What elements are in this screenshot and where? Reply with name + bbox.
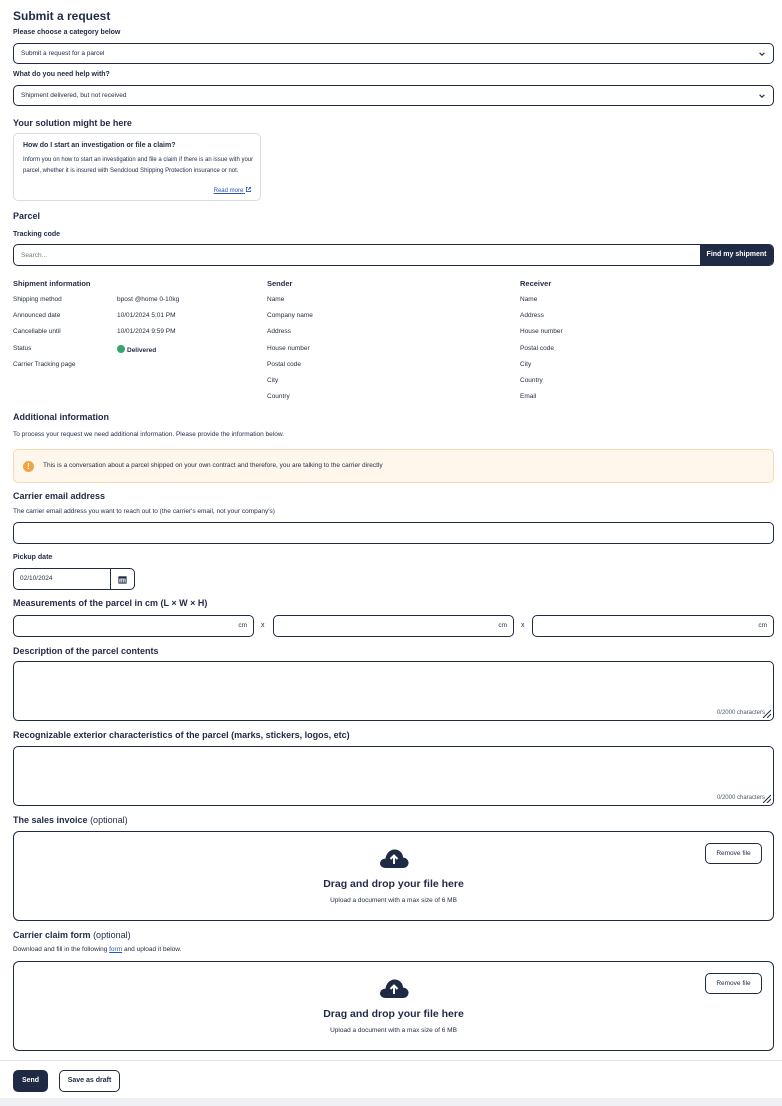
cancellable-until-label: Cancellable until: [13, 328, 61, 336]
find-shipment-button[interactable]: Find my shipment: [700, 245, 773, 265]
receiver-address-label: Address: [520, 312, 544, 320]
cloud-upload-icon: [379, 847, 409, 869]
sender-heading: Sender: [267, 279, 293, 288]
cloud-upload-icon: [379, 977, 409, 999]
claim-form-hint: [13, 946, 181, 953]
help-select-value: Shipment delivered, but not received: [21, 92, 127, 99]
sender-postal-code-label: Postal code: [267, 360, 301, 368]
claim-form-optional: (optional): [93, 930, 131, 940]
external-link-icon: [245, 186, 252, 193]
claim-form-title: Carrier claim form: [13, 930, 91, 940]
calendar-icon[interactable]: [118, 575, 127, 584]
width-unit: cm: [498, 622, 507, 629]
carrier-email-hint: The carrier email address you want to reach out to (the carrier's email, not your company's): [13, 508, 275, 515]
status-value: [117, 345, 179, 361]
additional-info-intro: To process your request we need additional information. Please provide the information below.: [13, 431, 284, 438]
claim-form-dropzone[interactable]: [13, 961, 774, 1051]
receiver-fields: [520, 296, 563, 409]
sender-address-label: Address: [267, 328, 291, 336]
measurements-label: Measurements of the parcel in cm (L × W × H): [13, 598, 208, 608]
claim-hint-after: and upload it below.: [123, 946, 182, 953]
additional-info-heading: Additional information: [13, 412, 109, 422]
shipping-method-value: bpost @home 0-10kg: [117, 296, 180, 303]
send-button[interactable]: Send: [13, 1070, 48, 1092]
sender-fields: [267, 296, 313, 409]
solution-card[interactable]: [13, 133, 261, 201]
pickup-date-field[interactable]: [13, 568, 135, 590]
carrier-tracking-label: Carrier Tracking page: [13, 360, 76, 368]
footer-divider: [0, 1060, 782, 1061]
description-char-counter: 0/2000 characters: [716, 710, 765, 716]
resize-handle-icon[interactable]: [761, 793, 771, 803]
carrier-email-input[interactable]: [13, 522, 774, 544]
sales-invoice-label: [13, 815, 128, 825]
times-sign: x: [261, 622, 265, 629]
height-unit: cm: [758, 622, 767, 629]
claim-form-link[interactable]: form: [109, 946, 123, 953]
page-title: Submit a request: [13, 9, 111, 23]
pickup-date-value: 02/10/2024: [20, 575, 53, 582]
receiver-country-label: Country: [520, 376, 543, 384]
tracking-search-input[interactable]: [14, 245, 700, 265]
status-text: Delivered: [127, 346, 157, 354]
remove-sales-invoice-button[interactable]: Remove file: [705, 843, 762, 864]
claim-form-drop-title: Drag and drop your file here: [323, 1008, 464, 1020]
tracking-code-label: Tracking code: [13, 231, 61, 238]
warning-icon: !: [23, 461, 34, 472]
receiver-email-label: Email: [520, 393, 537, 401]
claim-hint-before: Download and fill in the following: [13, 946, 108, 953]
claim-form-label: [13, 930, 131, 940]
receiver-postal-code-label: Postal code: [520, 344, 554, 352]
announced-date-value: 10/01/2024 5:01 PM: [117, 312, 176, 320]
resize-handle-icon[interactable]: [761, 708, 771, 718]
announced-date-label: Announced date: [13, 312, 61, 320]
read-more-label: Read more: [213, 188, 244, 194]
tracking-search-box: [13, 244, 774, 266]
solution-card-body: Inform you on how to start an investigation and file a claim if there is an issue with your parcel, whether it is insured with Sendcloud Shipping Protection insurance or not.: [23, 157, 254, 174]
length-input[interactable]: [13, 615, 254, 637]
pickup-date-label: Pickup date: [13, 554, 53, 561]
page-bottom-band: [0, 1098, 782, 1106]
sales-invoice-dropzone[interactable]: [13, 831, 774, 921]
help-label: What do you need help with?: [13, 71, 110, 78]
sales-invoice-optional: (optional): [90, 815, 128, 825]
receiver-heading: Receiver: [520, 279, 552, 288]
exterior-char-counter: 0/2000 characters: [716, 795, 765, 801]
sales-invoice-drop-title: Drag and drop your file here: [323, 878, 464, 890]
width-input[interactable]: [273, 615, 514, 637]
description-label: Description of the parcel contents: [13, 646, 159, 656]
save-draft-button[interactable]: Save as draft: [59, 1070, 120, 1092]
remove-claim-form-button[interactable]: Remove file: [705, 973, 762, 994]
category-select-value: Submit a request for a parcel: [21, 50, 105, 57]
sender-house-number-label: House number: [267, 344, 310, 352]
receiver-house-number-label: House number: [520, 328, 563, 336]
sender-name-label: Name: [267, 296, 285, 303]
pickup-date-divider: [110, 569, 111, 589]
chevron-down-icon: [758, 50, 766, 58]
category-label: Please choose a category below: [13, 29, 121, 36]
receiver-city-label: City: [520, 360, 532, 368]
parcel-heading: Parcel: [13, 211, 41, 221]
exterior-textarea[interactable]: [13, 746, 774, 806]
shipment-info-labels: [13, 296, 76, 377]
cancellable-until-value: 10/01/2024 9:59 PM: [117, 328, 176, 336]
times-sign: x: [521, 622, 525, 629]
sales-invoice-drop-subtitle: Upload a document with a max size of 6 MB: [330, 897, 457, 904]
solution-card-title: How do I start an investigation or file a claim?: [23, 142, 176, 149]
claim-form-drop-subtitle: Upload a document with a max size of 6 MB: [330, 1027, 457, 1034]
shipment-info-values: [117, 296, 179, 361]
status-label: Status: [13, 344, 32, 352]
category-select[interactable]: [13, 43, 774, 64]
chevron-down-icon: [758, 92, 766, 100]
exterior-label: Recognizable exterior characteristics of the parcel (marks, stickers, logos, etc): [13, 730, 350, 740]
carrier-alert-text: This is a conversation about a parcel shipped on your own contract and therefore, you are talking to the carrier directly: [43, 462, 383, 469]
status-dot-icon: [117, 345, 125, 353]
carrier-alert: [13, 449, 774, 483]
sender-city-label: City: [267, 376, 279, 384]
solution-heading: Your solution might be here: [13, 118, 132, 128]
description-textarea[interactable]: [13, 661, 774, 721]
read-more-link[interactable]: [214, 186, 252, 194]
receiver-name-label: Name: [520, 296, 538, 303]
shipping-method-label: Shipping method: [13, 296, 62, 303]
length-unit: cm: [238, 622, 247, 629]
height-input[interactable]: [532, 615, 774, 637]
sender-company-label: Company name: [267, 312, 313, 320]
carrier-email-label: Carrier email address: [13, 491, 106, 501]
shipment-info-heading: Shipment information: [13, 279, 91, 288]
help-select[interactable]: [13, 85, 774, 106]
sales-invoice-title: The sales invoice: [13, 815, 88, 825]
sender-country-label: Country: [267, 393, 290, 401]
